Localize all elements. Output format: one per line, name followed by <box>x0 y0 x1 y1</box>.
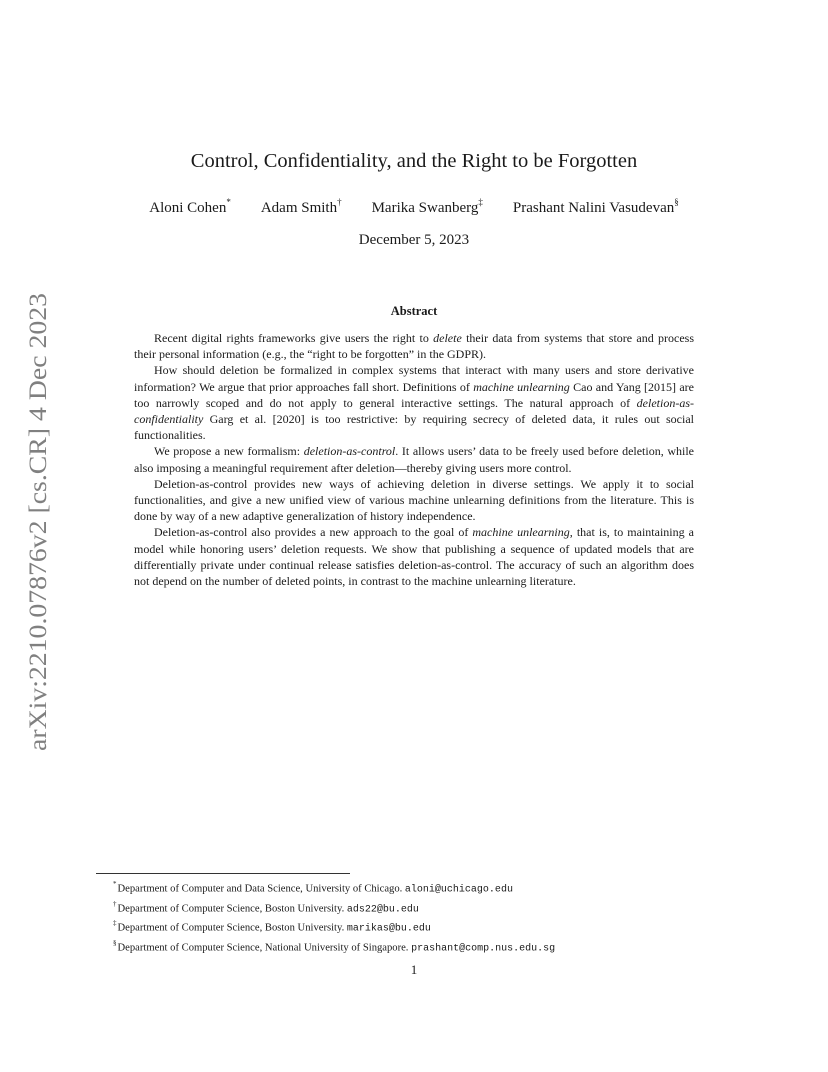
abstract-paragraph: Deletion-as-control provides new ways of achieving deletion in diverse settings. We apply it to social functionalities, and give a new unified view of various machine unlearning definitions from the literature. This is done by way of a new adaptive generalization of history independence. <box>134 476 694 524</box>
abstract-heading: Abstract <box>390 304 438 318</box>
footnote <box>113 878 753 898</box>
footnote-mark: † <box>113 899 117 908</box>
footnote-affiliation: Department of Computer Science, National University of Singapore. <box>117 942 412 954</box>
footnote-email[interactable]: prashant@comp.nus.edu.sg <box>411 943 556 955</box>
author-name: Adam Smith <box>260 200 338 216</box>
footnote-divider <box>96 873 350 874</box>
footnote-affiliation: Department of Computer Science, Boston University. <box>117 923 347 934</box>
author-name: Marika Swanberg <box>371 200 479 216</box>
abstract-paragraph: We propose a new formalism: deletion-as-control. It allows users’ data to be freely used before deletion, while also imposing a meaningful requirement after deletion—thereby giving users more control. <box>134 444 694 475</box>
paper-title: Control, Confidentiality, and the Right to be Forgotten <box>190 150 638 172</box>
abstract-paragraph: Recent digital rights frameworks give users the right to delete their data from systems that store and process their personal information (e.g., the “right to be forgotten” in the GDPR). <box>134 331 694 362</box>
author <box>513 198 679 217</box>
footnotes <box>113 878 753 957</box>
footnote-mark: ‡ <box>113 919 117 928</box>
author-mark: † <box>337 197 342 207</box>
author-name: Aloni Cohen <box>149 200 227 216</box>
author <box>149 198 231 217</box>
footnote-affiliation: Department of Computer and Data Science, University of Chicago. <box>117 883 405 895</box>
footnote-mark: § <box>113 939 117 948</box>
footnote <box>113 898 753 918</box>
footnote-mark: * <box>113 880 117 888</box>
arxiv-identifier-text: arXiv:2210.07876v2 [cs.CR] 4 Dec 2023 <box>25 338 52 751</box>
footnote-email[interactable]: ads22@bu.edu <box>346 904 419 916</box>
abstract-paragraph: Deletion-as-control also provides a new approach to the goal of machine unlearning, that is, to maintaining a model while honoring users’ deletion requests. We show that publishing a sequence of updated models that are differentially private under continual release satisfies deletion-as-control. The accuracy of such an algorithm does not depend on the number of deleted points, in contrast to the machine unlearning literature. <box>134 525 694 589</box>
author-mark: * <box>226 197 231 207</box>
abstract-body <box>134 330 694 589</box>
footnote <box>113 937 753 957</box>
footnote <box>113 917 753 937</box>
author-mark: § <box>674 197 679 207</box>
footnote-affiliation: Department of Computer Science, Boston University. <box>117 903 347 915</box>
paper-date: December 5, 2023 <box>358 232 470 248</box>
author <box>372 198 483 217</box>
arxiv-identifier <box>20 292 54 752</box>
author-mark: ‡ <box>478 197 483 207</box>
author <box>261 198 342 217</box>
footnote-email[interactable]: marikas@bu.edu <box>346 924 431 935</box>
author-list <box>0 198 828 217</box>
author-name: Prashant Nalini Vasudevan <box>512 200 675 216</box>
page-number: 1 <box>410 962 418 977</box>
abstract-paragraph: How should deletion be formalized in complex systems that interact with many users and store derivative information? We argue that prior approaches fall short. Definitions of machine unlearning Cao and Yang [2015] are too narrowly scoped and do not apply to general interactive settings. The natural approach of deletion-as-confidentiality Garg et al. [2020] is too restrictive: by requiring secrecy of deleted data, it rules out social functionalities. <box>134 363 694 443</box>
footnote-email[interactable]: aloni@uchicago.edu <box>404 884 513 896</box>
